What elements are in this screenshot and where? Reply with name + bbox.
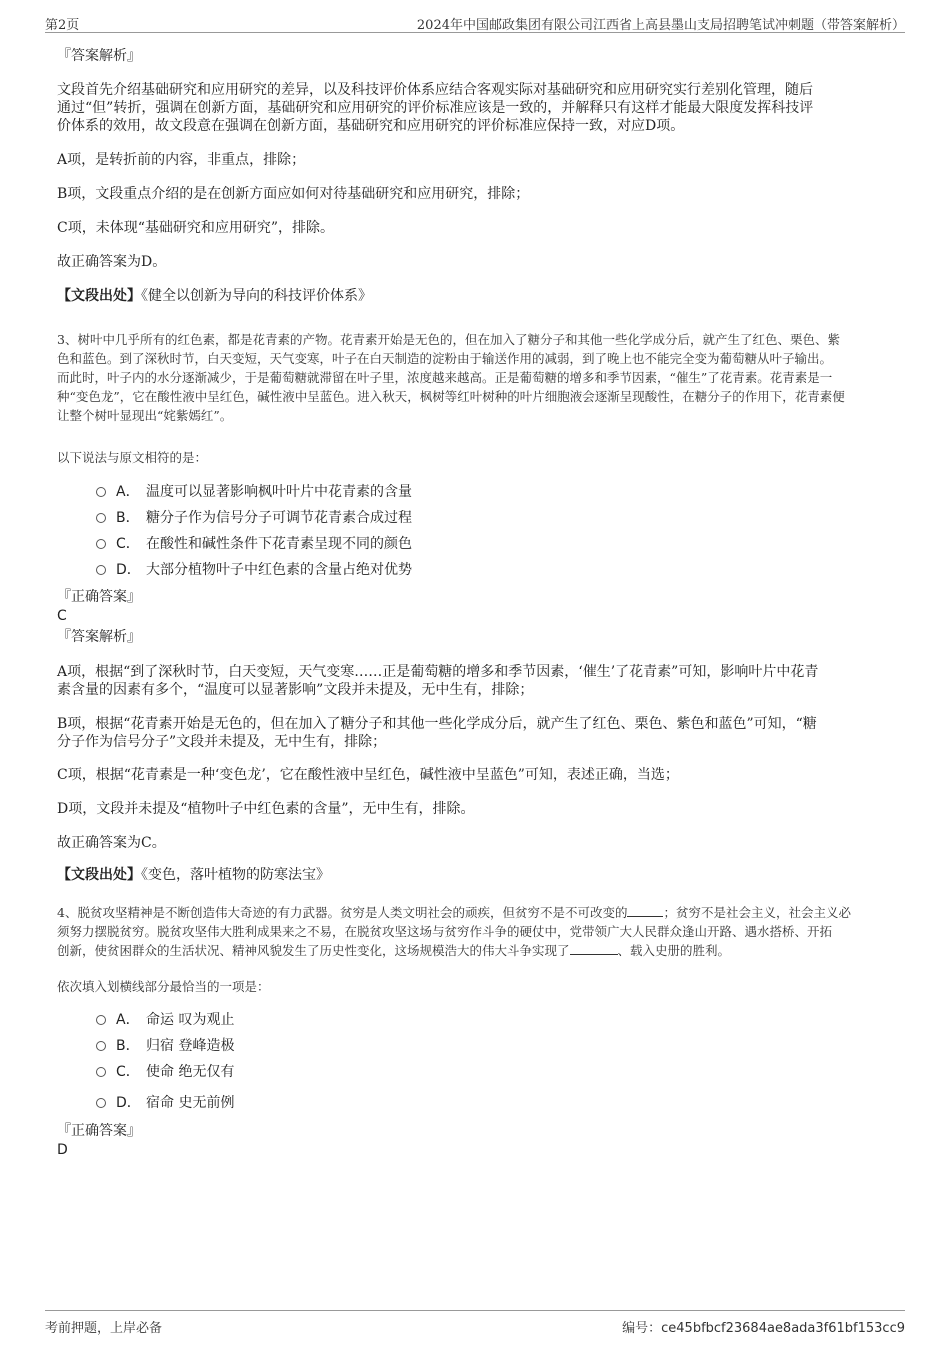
document-title: 2024年中国邮政集团有限公司江西省上高县墨山支局招聘笔试冲刺题（带答案解析）	[416, 18, 905, 33]
q4-option-d-key: D．	[116, 1095, 141, 1111]
document-code-label: 编号：	[622, 1321, 662, 1336]
q3-source	[57, 866, 892, 884]
q3-correct-answer: C	[57, 608, 67, 624]
q3-option-b-key: B．	[116, 510, 140, 526]
q4-option-c-text: 使命 绝无仅有	[146, 1064, 235, 1080]
q3-option-c-key: C．	[116, 536, 140, 552]
q3-source-label: 【文段出处】	[57, 867, 141, 883]
q4-option-b[interactable]	[96, 1036, 234, 1056]
q3-analysis-d: D项，文段并未提及“植物叶子中红色素的含量”，无中生有，排除。	[57, 801, 475, 817]
q4-option-d-text: 宿命 史无前例	[146, 1095, 235, 1111]
page-footer	[45, 1310, 905, 1335]
q3-option-b[interactable]	[96, 508, 412, 528]
q3-option-a-key: A．	[116, 484, 140, 500]
q3-prompt: 以下说法与原文相符的是：	[57, 450, 208, 465]
q4-option-c[interactable]	[96, 1062, 234, 1082]
q3-question-text	[57, 330, 892, 425]
radio-icon[interactable]	[96, 1067, 106, 1077]
footer-slogan: 考前押题，上岸必备	[45, 1321, 163, 1336]
q3-text-line: 3、树叶中几乎所有的红色素，都是花青素的产物。花青素开始是无色的，但在加入了糖分子和其他一些化学成分后，就产生了红色、栗色、紫	[57, 332, 840, 347]
radio-icon[interactable]	[96, 539, 106, 549]
q3-option-d-text: 大部分植物叶子中红色素的含量占绝对优势	[146, 562, 412, 578]
q2-option-c-analysis: C项，未体现“基础研究和应用研究”，排除。	[57, 220, 335, 236]
q3-source-title: 《变色，落叶植物的防寒法宝》	[141, 867, 330, 883]
q2-source-label: 【文段出处】	[57, 288, 141, 304]
q3-option-d[interactable]	[96, 560, 412, 580]
q3-analysis-a	[57, 663, 892, 699]
q2-source	[57, 287, 892, 305]
q4-option-d[interactable]	[96, 1093, 234, 1113]
q2-analysis-line: 文段首先介绍基础研究和应用研究的差异，以及科技评价体系应结合客观实际对基础研究和应用研究实行差别化管理，随后	[57, 82, 813, 98]
radio-icon[interactable]	[96, 487, 106, 497]
q3-conclusion: 故正确答案为C。	[57, 835, 166, 851]
q2-option-a-analysis: A项，是转折前的内容，非重点，排除；	[57, 152, 306, 168]
q3-option-a[interactable]	[96, 482, 412, 502]
page-header	[45, 10, 905, 33]
q4-text-segment: 4、脱贫攻坚精神是不断创造伟大奇迹的有力武器。贫穷是人类文明社会的顽疾，但贫穷不是不可改变的	[57, 905, 628, 920]
q3-text-line: 让整个树叶显现出“姹紫嫣红”。	[57, 408, 233, 423]
q3-option-c[interactable]	[96, 534, 412, 554]
radio-icon[interactable]	[96, 1098, 106, 1108]
q3-analysis-c: C项，根据“花青素是一种‘变色龙’，它在酸性液中呈红色，碱性液中呈蓝色”可知，表述正确，当选；	[57, 767, 679, 783]
q4-option-a-key: A．	[116, 1012, 140, 1028]
q3-analysis-b-line: B项，根据“花青素开始是无色的，但在加入了糖分子和其他一些化学成分后，就产生了红色、栗色、紫色和蓝色”可知，“糖	[57, 716, 817, 732]
blank-line	[627, 904, 663, 917]
q3-analysis-a-line: 素含量的因素有多个，“温度可以显著影响”文段并未提及，无中生有，排除；	[57, 682, 534, 698]
q4-text-line: 须努力摆脱贫穷。脱贫攻坚伟大胜利成果来之不易，在脱贫攻坚这场与贫穷作斗争的硬仗中，党带领广大人民群众逢山开路、遇水搭桥、开拓	[57, 924, 833, 939]
q3-analysis-b	[57, 715, 892, 751]
q4-text-segment: 、载入史册的胜利。	[617, 943, 731, 958]
q4-option-a[interactable]	[96, 1010, 234, 1030]
q3-text-line: 色和蓝色。到了深秋时节，白天变短，天气变寒，叶子在白天制造的淀粉由于输送作用的减弱，到了晚上也不能完全变为葡萄糖从叶子输出。	[57, 351, 833, 366]
q2-analysis-label: 『答案解析』	[57, 48, 141, 64]
q4-question-text	[57, 903, 892, 960]
page-number: 第2页	[45, 18, 80, 33]
radio-icon[interactable]	[96, 1041, 106, 1051]
radio-icon[interactable]	[96, 513, 106, 523]
q2-conclusion: 故正确答案为D。	[57, 254, 167, 270]
q4-text-line	[57, 941, 892, 960]
q3-text-line: 而此时，叶子内的水分逐渐减少，于是葡萄糖就滞留在叶子里，浓度越来越高。正是葡萄糖的增多和季节因素，“催生”了花青素。花青素是一	[57, 370, 833, 385]
q2-option-b-analysis: B项，文段重点介绍的是在创新方面应如何对待基础研究和应用研究，排除；	[57, 186, 530, 202]
q3-option-d-key: D．	[116, 562, 141, 578]
q3-option-a-text: 温度可以显著影响枫叶叶片中花青素的含量	[146, 484, 412, 500]
q4-correct-answer: D	[57, 1142, 68, 1158]
q4-correct-label: 『正确答案』	[57, 1123, 141, 1139]
q4-option-a-text: 命运 叹为观止	[146, 1012, 235, 1028]
document-code-value: ce45bfbcf23684ae8ada3f61bf153cc9	[661, 1321, 905, 1336]
q3-correct-label: 『正确答案』	[57, 589, 141, 605]
q2-analysis-line: 通过“但”转折，强调在创新方面，基础研究和应用研究的评价标准应该是一致的，并解释只有这样才能最大限度发挥科技评	[57, 100, 814, 116]
q4-prompt: 依次填入划横线部分最恰当的一项是：	[57, 979, 270, 994]
q3-text-line: 种“变色龙”，它在酸性液中呈红色，碱性液中呈蓝色。进入秋天，枫树等红叶树种的叶片细胞液会逐渐呈现酸性，在糖分子的作用下，花青素便	[57, 389, 845, 404]
radio-icon[interactable]	[96, 565, 106, 575]
q2-source-title: 《健全以创新为导向的科技评价体系》	[141, 288, 372, 304]
q4-text-segment: ；贫穷不是社会主义，社会主义必	[663, 905, 851, 920]
q4-option-b-key: B．	[116, 1038, 140, 1054]
q4-text-line	[57, 903, 892, 922]
q4-option-c-key: C．	[116, 1064, 140, 1080]
q3-analysis-b-line: 分子作为信号分子”文段并未提及，无中生有，排除；	[57, 734, 387, 750]
q3-option-b-text: 糖分子作为信号分子可调节花青素合成过程	[146, 510, 412, 526]
document-code	[622, 1317, 905, 1336]
q2-analysis-line: 价体系的效用，故文段意在强调在创新方面，基础研究和应用研究的评价标准应保持一致，对应D项。	[57, 118, 685, 134]
q3-analysis-label: 『答案解析』	[57, 629, 141, 645]
q3-option-c-text: 在酸性和碱性条件下花青素呈现不同的颜色	[146, 536, 412, 552]
q4-option-b-text: 归宿 登峰造极	[146, 1038, 235, 1054]
q3-analysis-a-line: A项，根据“到了深秋时节，白天变短，天气变寒……正是葡萄糖的增多和季节因素，‘催生’了花青素”可知，影响叶片中花青	[57, 664, 819, 680]
blank-line	[570, 942, 618, 955]
radio-icon[interactable]	[96, 1015, 106, 1025]
q2-analysis-paragraph	[57, 81, 892, 135]
q4-text-segment: 创新，使贫困群众的生活状况、精神风貌发生了历史性变化，这场规模浩大的伟大斗争实现了	[57, 943, 570, 958]
